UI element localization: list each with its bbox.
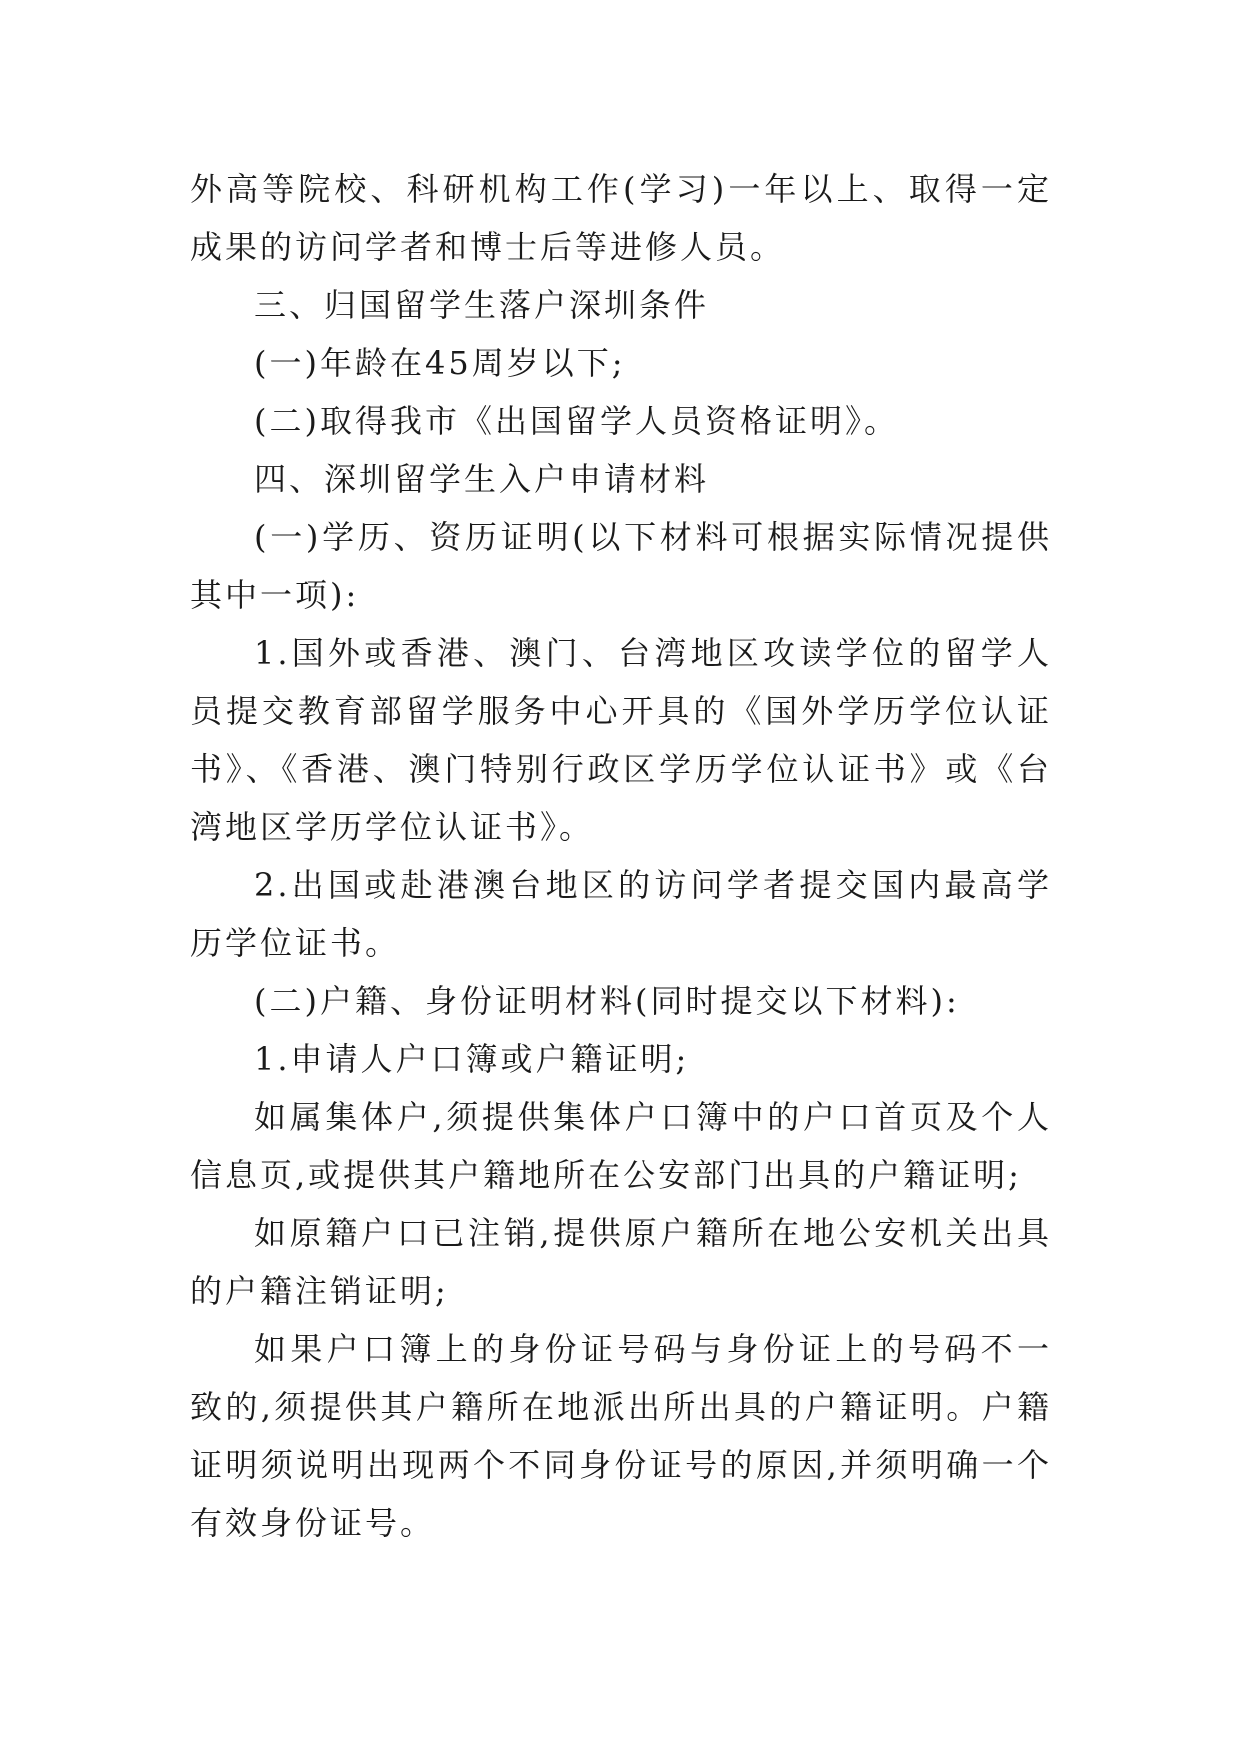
cancelled-household-note: 如原籍户口已注销,提供原户籍所在地公安机关出具的户籍注销证明; (190, 1214, 1052, 1310)
materials-item-1: (一)学历、资历证明(以下材料可根据实际情况提供其中一项): (190, 518, 1052, 614)
section-heading-3: 三、归国留学生落户深圳条件 (254, 286, 710, 324)
materials-subitem-2: 2.出国或赴港澳台地区的访问学者提交国内最高学历学位证书。 (190, 866, 1052, 962)
document-page (190, 160, 1052, 1552)
paragraph-continuation: 外高等院校、科研机构工作(学习)一年以上、取得一定成果的访问学者和博士后等进修人员。 (190, 170, 1052, 266)
id-mismatch-note: 如果户口簿上的身份证号码与身份证上的号码不一致的,须提供其户籍所在地派出所出具的户籍证明。户籍证明须说明出现两个不同身份证号的原因,并须明确一个有效身份证号。 (190, 1330, 1052, 1542)
materials-item-2: (二)户籍、身份证明材料(同时提交以下材料): (254, 982, 960, 1020)
collective-household-note: 如属集体户,须提供集体户口簿中的户口首页及个人信息页,或提供其户籍地所在公安部门出具的户籍证明; (190, 1098, 1052, 1194)
materials-subitem-1: 1.国外或香港、澳门、台湾地区攻读学位的留学人员提交教育部留学服务中心开具的《国外学历学位认证书》、《香港、澳门特别行政区学历学位认证书》或《台湾地区学历学位认证书》。 (190, 634, 1052, 846)
household-subitem-1: 1.申请人户口簿或户籍证明; (254, 1040, 690, 1078)
section-heading-4: 四、深圳留学生入户申请材料 (254, 460, 710, 498)
condition-item-2: (二)取得我市《出国留学人员资格证明》。 (254, 402, 899, 440)
condition-item-1: (一)年龄在45周岁以下; (254, 344, 626, 382)
